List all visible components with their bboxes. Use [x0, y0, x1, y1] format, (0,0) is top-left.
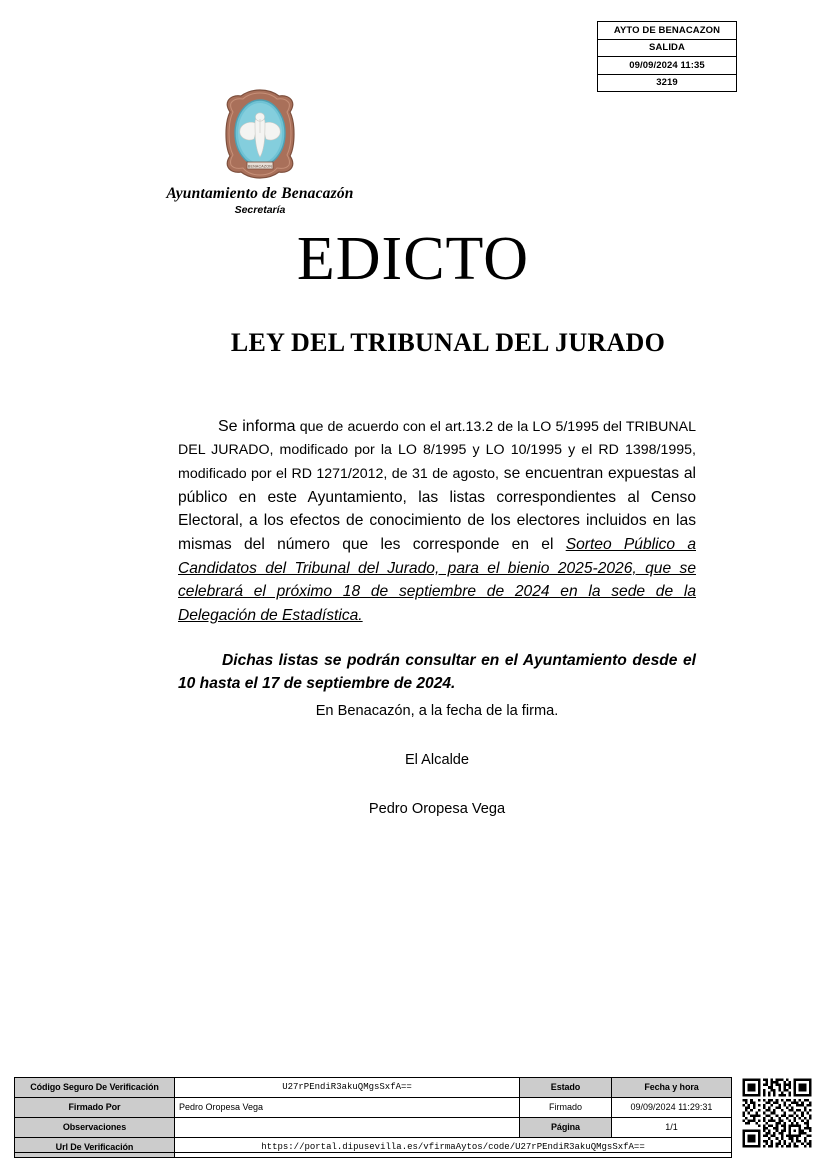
value-csv: U27rPEndiR3akuQMgsSxfA==: [175, 1078, 520, 1098]
document-title: EDICTO: [296, 225, 530, 293]
registration-stamp: [597, 21, 737, 92]
document-body: [178, 415, 696, 821]
svg-text:BENACAZON: BENACAZON: [247, 164, 273, 169]
value-status: Firmado: [520, 1098, 612, 1118]
paragraph-emphasis-draw-details: Sorteo Público a Candidatos del Tribunal del Jurado, para el bienio 2025-2026, que se celebrará el próximo 18 de septiembre de 2024 en la sede de la Delegación de Estadística.: [178, 535, 696, 625]
qr-code-icon[interactable]: [740, 1076, 814, 1150]
stamp-entity: AYTO DE BENACAZON: [598, 22, 736, 40]
label-observations: Observaciones: [15, 1118, 175, 1138]
letterhead: [0, 88, 520, 216]
consultation-period-text: Dichas listas se podrán consultar en el Ayuntamiento desde el 10 hasta el 17 de septiembre de 2024.: [178, 651, 696, 693]
label-verification-url: Url De Verificación: [15, 1138, 175, 1158]
stamp-datetime: 09/09/2024 11:35: [598, 57, 736, 75]
document-subtitle: LEY DEL TRIBUNAL DEL JURADO: [230, 328, 666, 357]
organization-department: Secretaría: [234, 204, 286, 216]
stamp-number: 3219: [598, 75, 736, 93]
benacazon-coat-of-arms-dove-icon: [219, 88, 301, 180]
paragraph-informative: [178, 415, 696, 628]
value-observations: [175, 1118, 520, 1138]
label-signed-by: Firmado Por: [15, 1098, 175, 1118]
table-row: [15, 1118, 732, 1138]
stamp-direction: SALIDA: [598, 40, 736, 58]
label-csv: Código Seguro De Verificación: [15, 1078, 175, 1098]
verification-footer: [14, 1077, 731, 1158]
table-row: [15, 1098, 732, 1118]
place-and-date: En Benacazón, a la fecha de la firma.: [315, 703, 559, 720]
table-row: [15, 1138, 732, 1158]
label-status: Estado: [520, 1078, 612, 1098]
footer-bottom-rule: [14, 1152, 731, 1153]
signer-role: El Alcalde: [404, 752, 470, 769]
value-page: 1/1: [612, 1118, 732, 1138]
organization-name: Ayuntamiento de Benacazón: [166, 185, 354, 202]
value-signed-by: Pedro Oropesa Vega: [175, 1098, 520, 1118]
value-verification-url[interactable]: https://portal.dipusevilla.es/vfirmaAytos/code/U27rPEndiR3akuQMgsSxfA==: [175, 1138, 732, 1158]
paragraph-lead: Se informa: [218, 418, 296, 435]
table-row: [15, 1078, 732, 1098]
signer-name: Pedro Oropesa Vega: [368, 801, 506, 818]
value-datetime: 09/09/2024 11:29:31: [612, 1098, 732, 1118]
paragraph-main-text: se encuentran expuestas al público en este Ayuntamiento, las listas correspondientes al Censo Electoral, a los efectos de conocimiento de los electores incluidos en las mismas del número que les corresponde en el: [178, 464, 696, 553]
verification-table: [14, 1077, 732, 1158]
paragraph-legal-references: que de acuerdo con el art.13.2 de la LO 5/1995 del TRIBUNAL DEL JURADO, modificado por la LO 8/1995 y LO 10/1995 y el RD 1398/1995, modificado por el RD 1271/2012, de 31 de agosto,: [178, 419, 696, 482]
paragraph-consultation-period: [178, 649, 696, 696]
label-datetime: Fecha y hora: [612, 1078, 732, 1098]
label-page: Página: [520, 1118, 612, 1138]
